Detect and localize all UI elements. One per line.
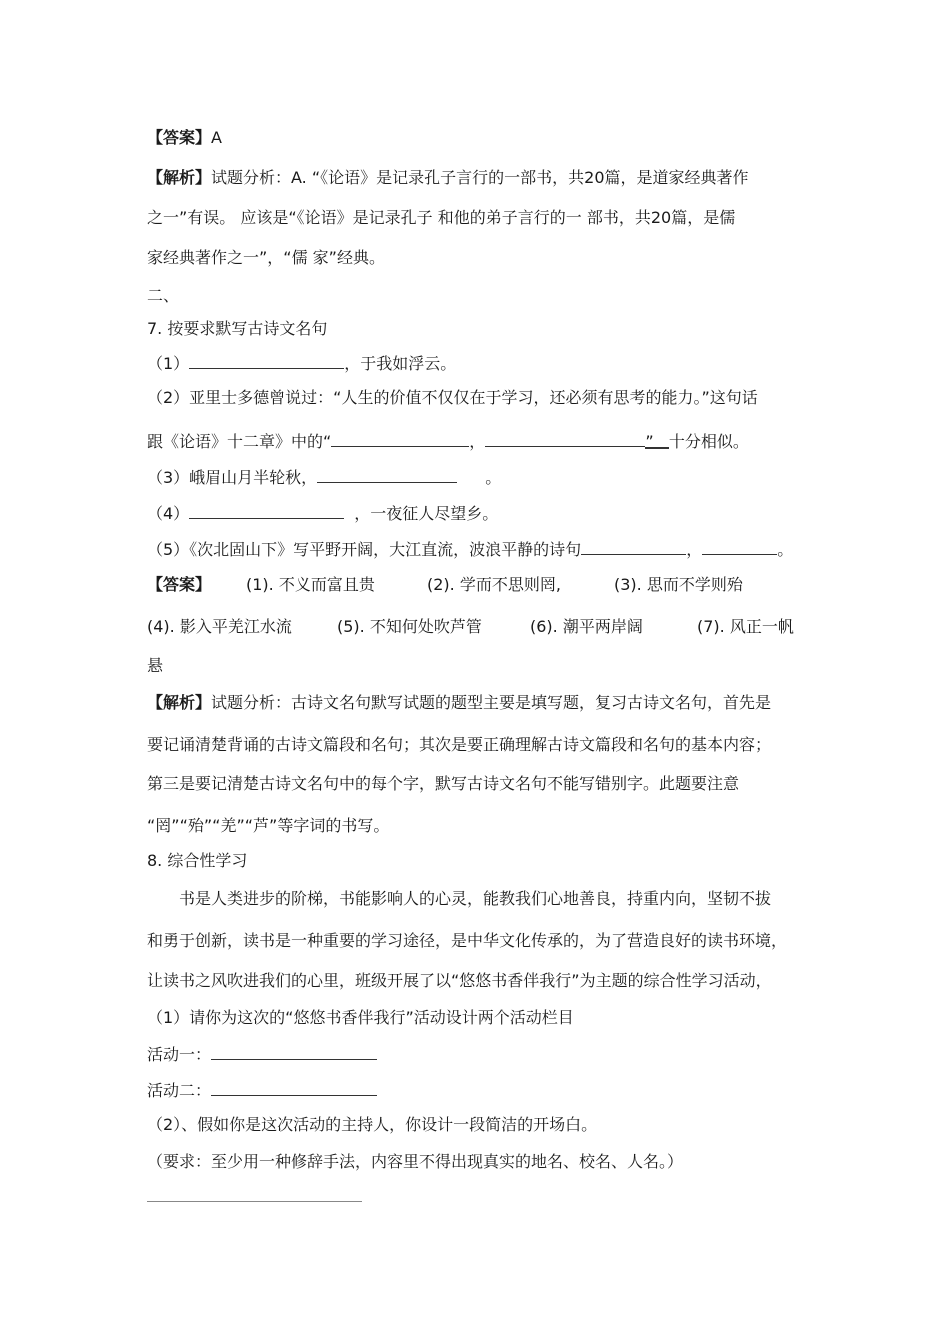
quote-underline: ” <box>645 431 669 449</box>
fill-blank <box>189 352 344 369</box>
fill-blank <box>702 538 777 555</box>
answer-item: (2). 学而不思则罔, <box>427 575 561 594</box>
analysis-text: 试题分析：A. “《论语》是记录孔子言行的一部书，共20篇，是道家经典著作 <box>211 168 749 187</box>
q6-analysis-line-1 <box>147 167 749 189</box>
q7-analysis-line-2: 要记诵清楚背诵的古诗文篇段和名句；其次是要正确理解古诗文篇段和名句的基本内容； <box>147 735 772 754</box>
q7-title: 7. 按要求默写古诗文名句 <box>147 319 328 338</box>
answer-item: (5). 不知何处吹芦管 <box>337 617 482 636</box>
activity-2-line: 活动二： <box>147 1079 377 1102</box>
q7-item-2-line-1: （2）亚里士多德曾说过：“人生的价值不仅仅在于学习，还必须有思考的能力。”这句话 <box>147 388 758 407</box>
answer-line <box>147 1201 362 1202</box>
answer-item: (3). 思而不学则殆 <box>614 575 743 594</box>
analysis-label: 【解析】 <box>147 168 212 187</box>
section-heading: 二、 <box>147 286 180 305</box>
fill-blank <box>189 502 344 519</box>
q7-item-2-line-2: 跟《论语》十二章》中的“ ， ” 十分相似。 <box>147 432 749 451</box>
q8-sub-question-1: （1）请你为这次的“悠悠书香伴我行”活动设计两个活动栏目 <box>147 1008 574 1027</box>
q8-title: 8. 综合性学习 <box>147 851 248 870</box>
fill-blank <box>581 538 686 555</box>
answer-item: (7). 风正一帆 <box>697 617 794 636</box>
fill-blank <box>331 430 469 447</box>
q7-analysis-line-4: “罔”“殆”“羌”“芦”等字词的书写。 <box>147 816 390 835</box>
q7-analysis-line-3: 第三是要记清楚古诗文名句中的每个字，默写古诗文名句不能写错别字。此题要注意 <box>147 774 740 793</box>
fill-blank <box>317 466 457 483</box>
fill-blank <box>211 1079 377 1096</box>
activity-1-line: 活动一： <box>147 1043 377 1066</box>
q7-item-1: （1） ，于我如浮云。 <box>147 354 457 373</box>
fill-blank <box>485 430 645 447</box>
answer-label: 【答案】 <box>147 128 212 147</box>
q7-item-3: （3）峨眉山月半轮秋， 。 <box>147 468 502 487</box>
fill-blank <box>211 1043 377 1060</box>
q8-sub-question-2: （2）、假如你是这次活动的主持人，你设计一段简洁的开场白。 <box>147 1115 598 1134</box>
q6-analysis-line-3: 家经典著作之一”，“儒 家”经典。 <box>147 248 385 267</box>
q8-paragraph-line-2: 和勇于创新，读书是一种重要的学习途径，是中华文化传承的，为了营造良好的读书环境， <box>147 931 788 950</box>
q6-analysis-line-2: 之一”有误。 应该是“《论语》是记录孔子 和他的弟子言行的一 部书，共20篇，是儒 <box>147 208 736 227</box>
q7-analysis-line-1: 【解析】试题分析：古诗文名句默写试题的题型主要是填写题，复习古诗文名句，首先是 <box>147 693 772 712</box>
answer-item: (1). 不义而富且贵 <box>246 575 375 594</box>
q8-paragraph-line-3: 让读书之风吹进我们的心里，班级开展了以“悠悠书香伴我行”为主题的综合性学习活动， <box>147 971 772 990</box>
q8-requirement: （要求：至少用一种修辞手法，内容里不得出现真实的地名、校名、人名。） <box>147 1152 684 1171</box>
q7-answer-label: 【答案】 <box>147 575 212 594</box>
answer-wrap: 悬 <box>147 656 164 675</box>
q8-paragraph-line-1: 书是人类进步的阶梯，书能影响人的心灵，能教我们心地善良，持重内向，坚韧不拔 <box>179 889 772 908</box>
answer-item: (6). 潮平两岸阔 <box>530 617 643 636</box>
q7-item-4: （4） ，一夜征人尽望乡。 <box>147 504 499 523</box>
q6-answer-line <box>147 127 222 149</box>
answer-item: (4). 影入平羌江水流 <box>147 617 292 636</box>
q7-item-5: （5）《次北固山下》写平野开阔，大江直流，波浪平静的诗句 ， 。 <box>147 540 794 559</box>
answer-value: A <box>211 128 222 147</box>
